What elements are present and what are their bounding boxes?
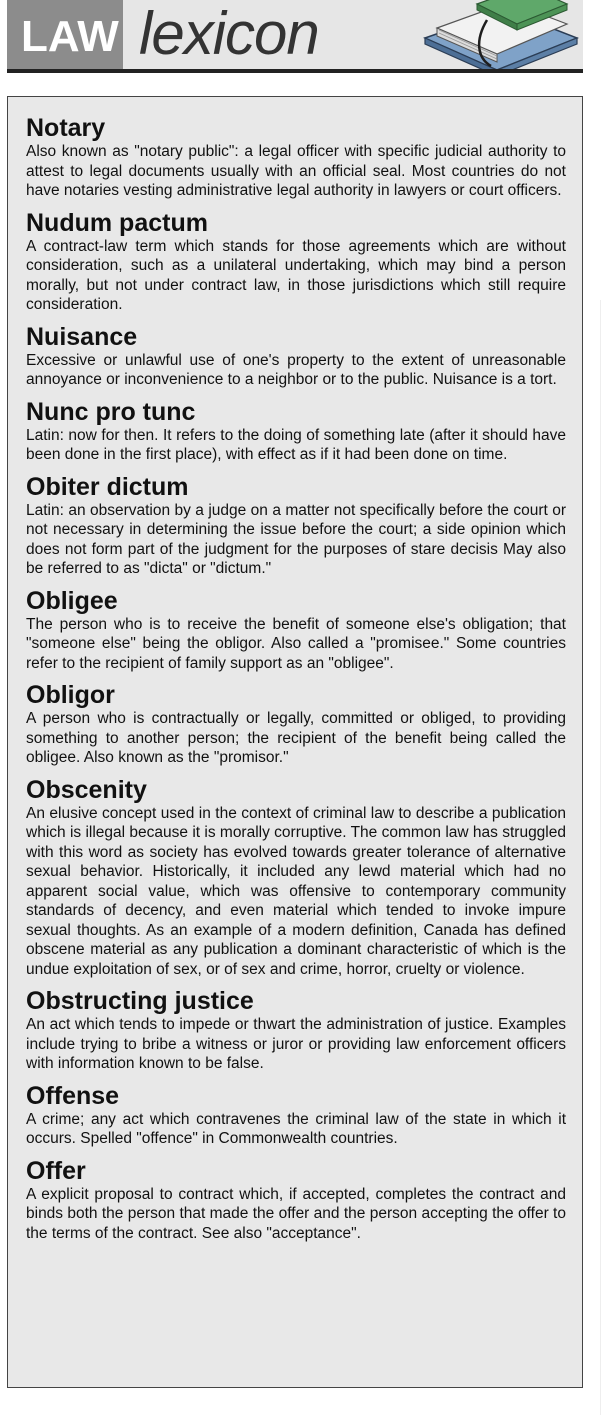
- entry-term: Obligor: [26, 681, 115, 709]
- entry-term: Obiter dictum: [26, 472, 189, 501]
- entry-term: Obligee: [26, 586, 118, 615]
- entry-definition: A person who is contractually or legally, committed or obliged, to providing something to another person; the recipient of the benefit being called the obligee. Also known as the "promisor.": [26, 710, 566, 766]
- entry-term: Nudum pactum: [26, 208, 208, 237]
- page-edge-line: [600, 300, 601, 1415]
- entry-term: Obstructing justice: [26, 987, 254, 1015]
- entry-definition: The person who is to receive the benefit of someone else's obligation; that "someone else" being the obligor. Also called a "promisee." Some countries refer to the recipient of family support as an "obligee".: [26, 615, 566, 672]
- glossary-entry: [26, 473, 566, 579]
- glossary-panel: [7, 96, 583, 1388]
- law-label-box: [7, 0, 123, 70]
- glossary-entry: [26, 776, 566, 980]
- books-icon: [417, 0, 583, 70]
- entry-term: Obscenity: [26, 775, 147, 804]
- glossary-entry: [26, 681, 566, 768]
- entry-definition: A explicit proposal to contract which, if accepted, completes the contract and binds both the person that made the offer and the person accepting the offer to the terms of the contract. See also "acceptance".: [26, 1185, 566, 1242]
- entry-definition: Latin: now for then. It refers to the doing of something late (after it should have been done in the first place), with effect as if it had been done on time.: [26, 426, 566, 463]
- entry-term: Notary: [26, 114, 106, 142]
- glossary-entry: [26, 1157, 566, 1244]
- entry-definition: A crime; any act which contravenes the criminal law of the state in which it occurs. Spelled "offence" in Commonwealth countries.: [26, 1110, 566, 1147]
- entry-definition: Latin: an observation by a judge on a matter not specifically before the court or not necessary in determining the issue before the court; a side opinion which does not form part of the judgment for the purposes of stare decisis May also be referred to as "dicta" or "dictum.": [26, 501, 566, 577]
- entry-term: Offer: [26, 1156, 86, 1185]
- entry-term: Offense: [26, 1081, 120, 1110]
- glossary-entry: [26, 398, 566, 465]
- glossary-entry: [26, 209, 566, 315]
- entry-term: Nuisance: [26, 322, 138, 351]
- lexicon-title: lexicon: [139, 0, 319, 67]
- glossary-entry: [26, 587, 566, 674]
- entry-term: Nunc pro tunc: [26, 397, 196, 426]
- masthead-rule: [7, 69, 583, 73]
- entry-definition: An act which tends to impede or thwart the administration of justice. Examples include trying to bribe a witness or juror or providing law enforcement officers with information known to be false.: [26, 1016, 566, 1072]
- glossary-entry: [26, 987, 566, 1074]
- glossary-entries: [26, 114, 566, 1251]
- glossary-entry: [26, 114, 566, 201]
- entry-definition: Also known as "notary public": a legal officer with specific judicial authority to attest to legal documents usually with an official seal. Most countries do not have notaries vesting administrative legal authority in lawyers or court officers.: [26, 143, 566, 199]
- masthead: [7, 0, 583, 70]
- law-label: LAW: [21, 12, 119, 61]
- entry-definition: A contract-law term which stands for those agreements which are without consideration, such as a unilateral undertaking, which may bind a person morally, but not under contract law, in those jurisdictions which still require consideration.: [26, 237, 566, 313]
- entry-definition: Excessive or unlawful use of one's property to the extent of unreasonable annoyance or inconvenience to a neighbor or to the public. Nuisance is a tort.: [26, 351, 566, 388]
- glossary-entry: [26, 1082, 566, 1149]
- glossary-entry: [26, 323, 566, 390]
- entry-definition: An elusive concept used in the context of criminal law to describe a publication which is illegal because it is morally corruptive. The common law has struggled with this word as society has evolved towards greater tolerance of alternative sexual behavior. Historically, it included any lewd material which had no apparent social value, which was offensive to contemporary community standards of decency, and even material which tended to invoke impure sexual thoughts. As an example of a modern definition, Canada has defined obscene material as any publication a dominant characteristic of which is the undue exploitation of sex, or of sex and crime, horror, cruelty or violence.: [26, 804, 566, 978]
